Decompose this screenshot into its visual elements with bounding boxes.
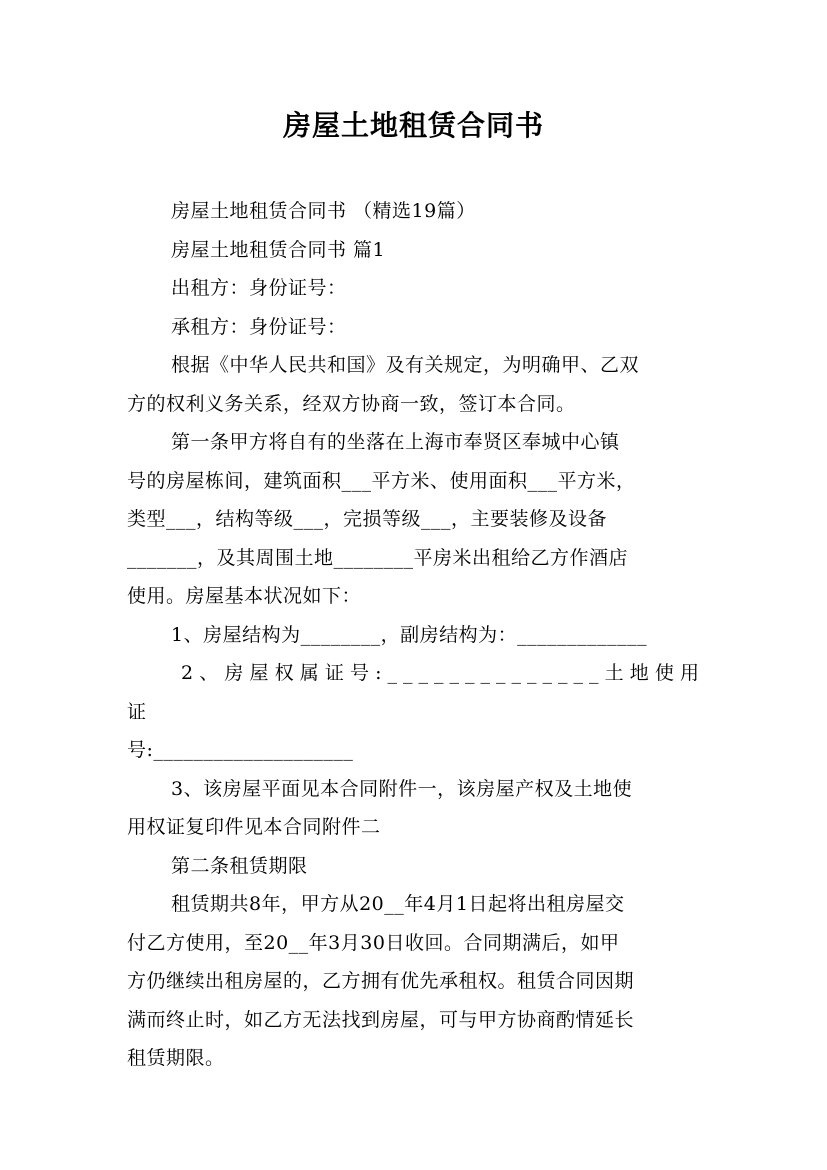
paragraph-line: 租赁期共8年，甲方从20__年4月1日起将出租房屋交 [171,893,625,915]
paragraph-line: 类型___，结构等级___，完损等级___，主要装修及设备 [127,508,608,530]
document-title: 房屋土地租赁合同书 [282,109,544,142]
paragraph-line: 满而终止时，如乙方无法找到房屋，可与甲方协商酌情延长 [127,1008,635,1031]
lessee-line: 承租方：身份证号： [171,315,347,338]
section-heading: 第二条租赁期限 [171,854,308,877]
document-body [127,192,705,1078]
paragraph-line: 1、房屋结构为________，副房结构为：_____________ [171,623,648,646]
paragraph-line: 3、该房屋平面见本合同附件一，该房屋产权及土地使 [171,777,633,800]
subtitle-line: 房屋土地租赁合同书 （精选19篇） [171,200,476,222]
paragraph-line: 使用。房屋基本状况如下： [127,585,362,607]
lessor-line: 出租方：身份证号： [171,277,347,299]
paragraph-line: 租赁期限。 [127,1047,225,1069]
paragraph-line: 方的权利义务关系，经双方协商一致，签订本合同。 [127,392,576,415]
paragraph-line: 根据《中华人民共和国》及有关规定，为明确甲、乙双 [171,354,640,376]
paragraph-line: 2、房屋权属证号:______________土地使用证 [127,662,705,723]
paragraph-line: 用权证复印件见本合同附件二 [127,816,381,838]
paragraph-line: 方仍继续出租房屋的，乙方拥有优先承租权。租赁合同因期 [127,970,635,992]
paragraph-line: 号:____________________ [127,739,354,761]
paragraph-line: _______，及其周围土地________平房米出租给乙方作酒店 [127,546,629,569]
section-heading: 房屋土地租赁合同书 篇1 [171,238,386,261]
paragraph-line: 第一条甲方将自有的坐落在上海市奉贤区奉城中心镇 [171,431,620,453]
paragraph-line: 号的房屋栋间，建筑面积___平方米、使用面积___平方米， [127,469,636,492]
paragraph-line: 付乙方使用，至20__年3月30日收回。合同期满后，如甲 [127,931,620,954]
